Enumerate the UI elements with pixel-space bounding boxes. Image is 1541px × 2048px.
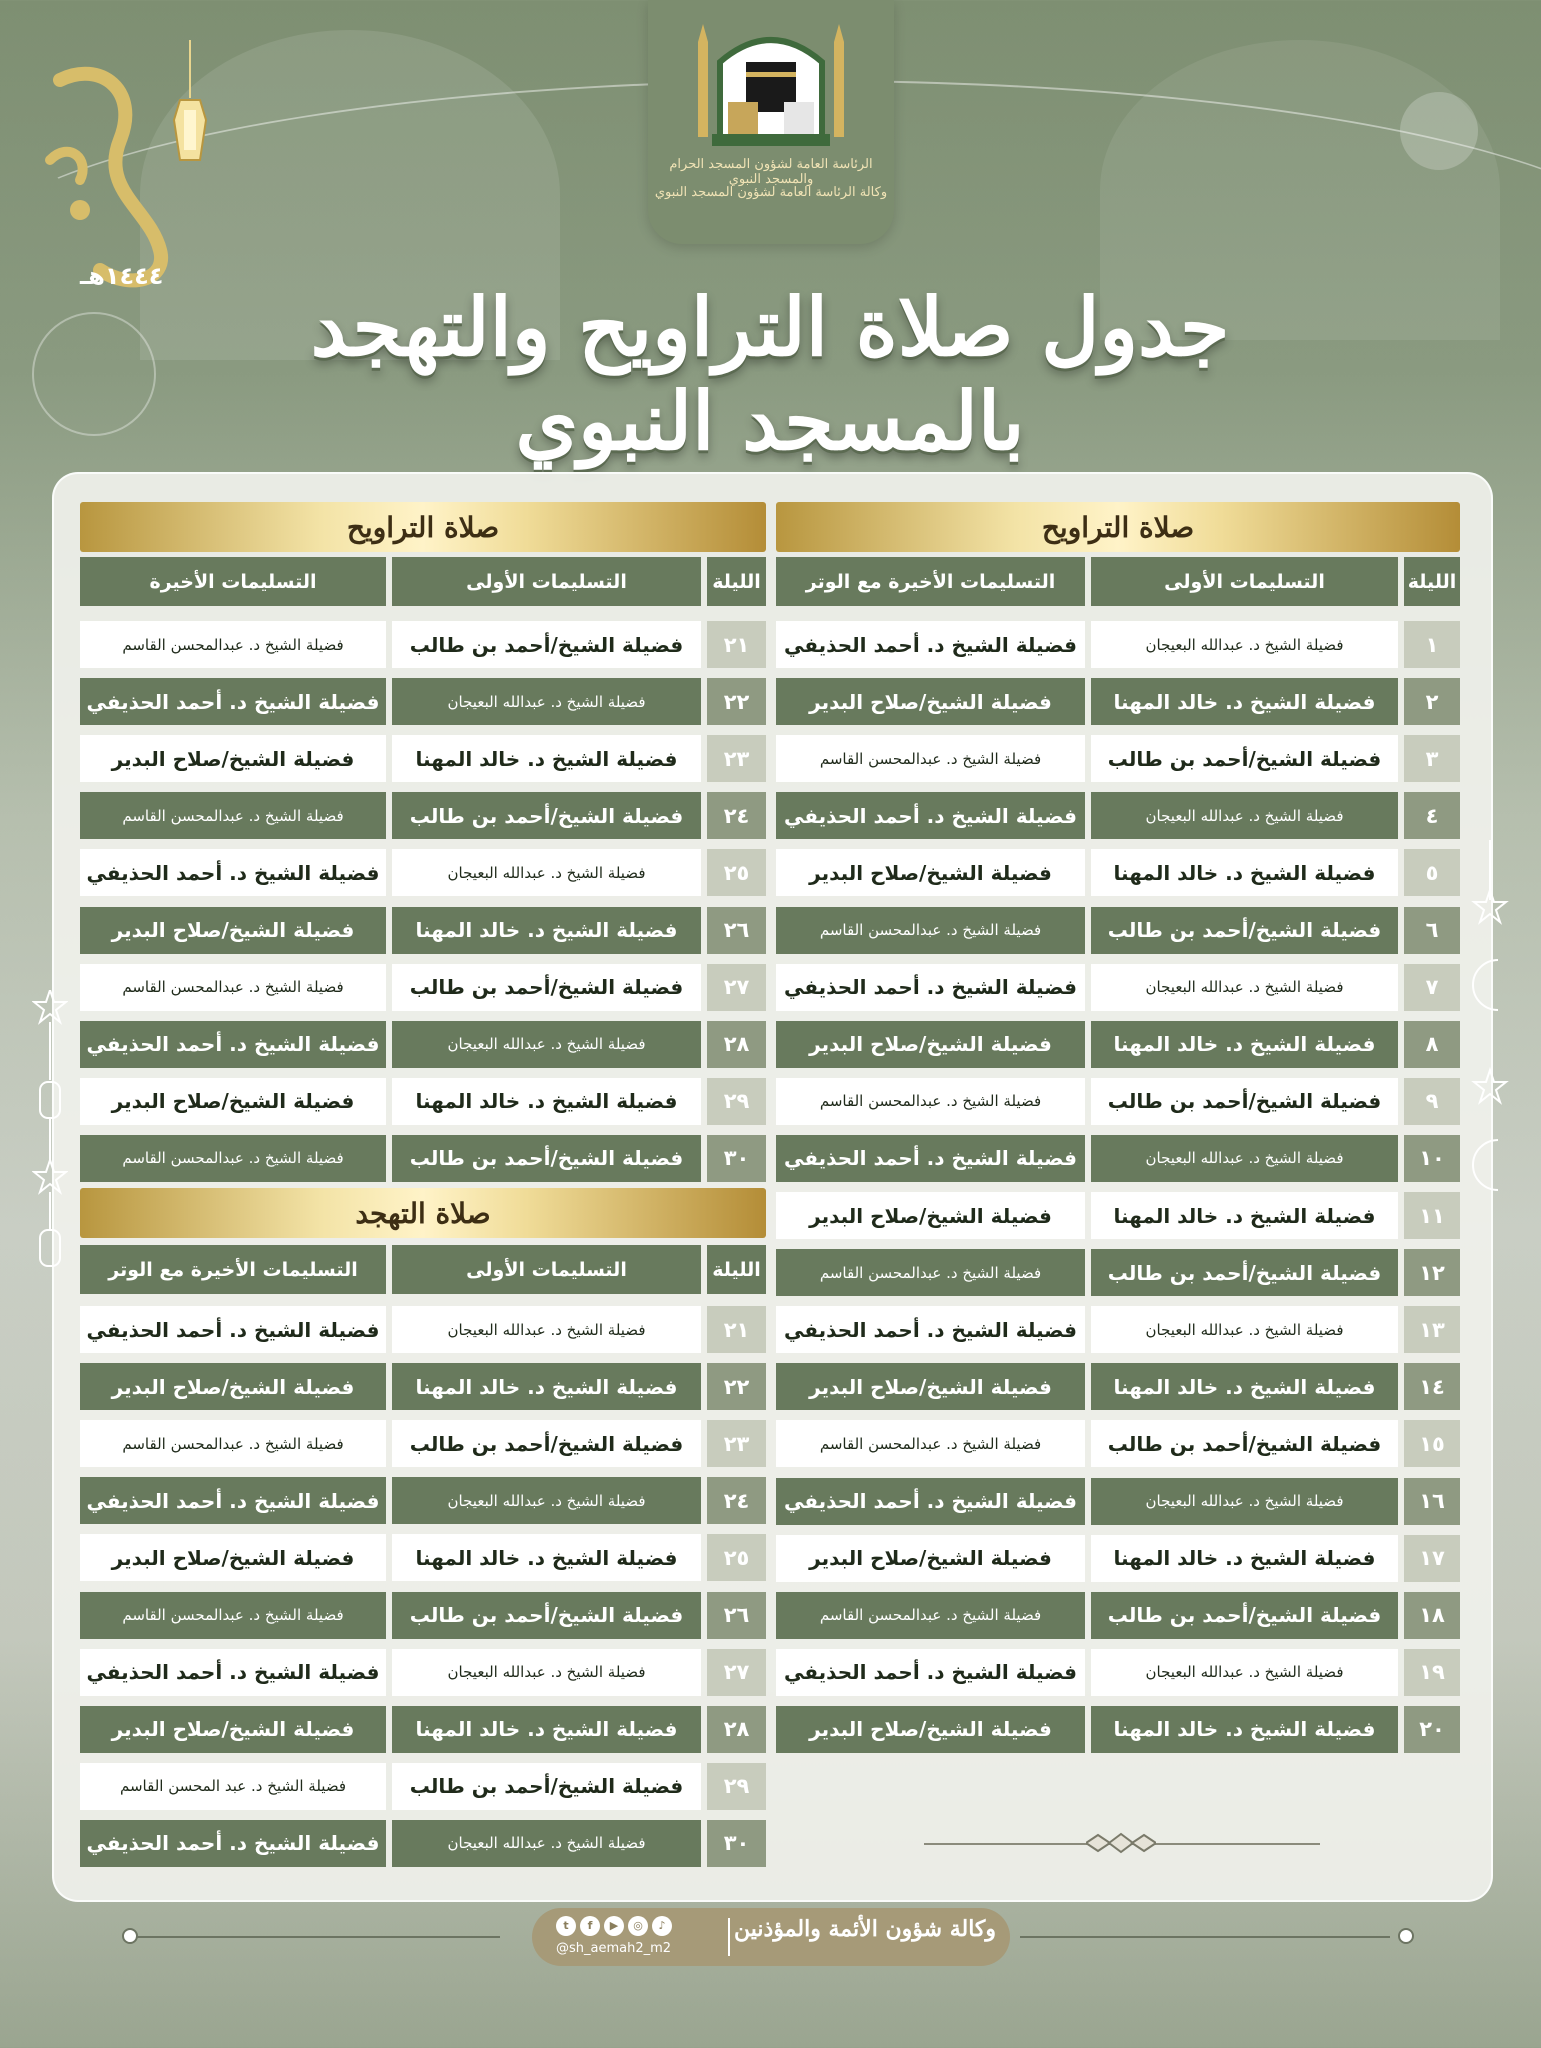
- last-imam-cell: فضيلة الشيخ/صلاح البدير: [776, 1192, 1085, 1239]
- twitter-icon[interactable]: t: [556, 1916, 576, 1936]
- first-imam-cell: فضيلة الشيخ د. خالد المهنا: [1091, 1535, 1398, 1582]
- ornament-divider-icon: [1086, 1832, 1156, 1854]
- last-imam-cell: فضيلة الشيخ/صلاح البدير: [776, 1706, 1085, 1753]
- last-imam-cell: فضيلة الشيخ/صلاح البدير: [776, 1363, 1085, 1410]
- night-number: ٢٩: [707, 1078, 766, 1125]
- first-imam-cell: فضيلة الشيخ د. خالد المهنا: [392, 1706, 701, 1753]
- last-imam-cell: فضيلة الشيخ د. أحمد الحذيفي: [776, 621, 1085, 668]
- last-imam-cell: فضيلة الشيخ د. أحمد الحذيفي: [80, 849, 386, 896]
- last-imam-cell: فضيلة الشيخ/صلاح البدير: [776, 678, 1085, 725]
- last-imam-cell: فضيلة الشيخ د. أحمد الحذيفي: [80, 1477, 386, 1524]
- logo-line-1: الرئاسة العامة لشؤون المسجد الحرام والمسجد النبوي: [669, 157, 873, 187]
- col-header-last: التسليمات الأخيرة: [80, 557, 386, 606]
- night-number: ٤: [1404, 792, 1460, 839]
- night-number: ١٢: [1404, 1249, 1460, 1296]
- last-imam-cell: فضيلة الشيخ د. أحمد الحذيفي: [80, 1021, 386, 1068]
- first-imam-cell: فضيلة الشيخ د. عبدالله البعيجان: [1091, 1478, 1398, 1525]
- first-imam-cell: فضيلة الشيخ/أحمد بن طالب: [392, 1420, 701, 1467]
- taraweeh-left-section-title: صلاة التراويح: [80, 502, 766, 552]
- side-ornament-lanterns: [32, 990, 68, 1290]
- night-number: ٢٨: [707, 1706, 766, 1753]
- first-imam-cell: فضيلة الشيخ/أحمد بن طالب: [392, 1763, 701, 1810]
- night-number: ٢١: [707, 621, 766, 668]
- first-imam-cell: فضيلة الشيخ د. خالد المهنا: [1091, 1363, 1398, 1410]
- first-imam-cell: فضيلة الشيخ/أحمد بن طالب: [392, 964, 701, 1011]
- last-imam-cell: فضيلة الشيخ د. عبدالمحسن القاسم: [776, 1249, 1085, 1296]
- first-imam-cell: فضيلة الشيخ د. خالد المهنا: [392, 1363, 701, 1410]
- first-imam-cell: فضيلة الشيخ د. خالد المهنا: [1091, 678, 1398, 725]
- circle-decoration: [32, 312, 156, 436]
- circle-decoration: [1400, 92, 1478, 170]
- night-number: ٢٨: [707, 1021, 766, 1068]
- night-number: ٢٥: [707, 1534, 766, 1581]
- logo-line-2: وكالة الرئاسة العامة لشؤون المسجد النبوي: [654, 185, 888, 200]
- footer-bar: [532, 1908, 1010, 1966]
- last-imam-cell: فضيلة الشيخ/صلاح البدير: [80, 735, 386, 782]
- last-imam-cell: فضيلة الشيخ د. أحمد الحذيفي: [80, 1306, 386, 1353]
- facebook-icon[interactable]: f: [580, 1916, 600, 1936]
- night-number: ٣٠: [707, 1820, 766, 1867]
- last-imam-cell: فضيلة الشيخ د. عبدالمحسن القاسم: [776, 1420, 1085, 1467]
- first-imam-cell: فضيلة الشيخ د. عبدالله البعيجان: [1091, 1135, 1398, 1182]
- night-number: ٢١: [707, 1306, 766, 1353]
- first-imam-cell: فضيلة الشيخ د. عبدالله البعيجان: [392, 1649, 701, 1696]
- night-number: ٨: [1404, 1021, 1460, 1068]
- night-number: ٢٥: [707, 849, 766, 896]
- col-header-night: الليلة: [1404, 557, 1460, 606]
- first-imam-cell: فضيلة الشيخ د. عبدالله البعيجان: [392, 849, 701, 896]
- last-imam-cell: فضيلة الشيخ د. أحمد الحذيفي: [776, 1135, 1085, 1182]
- first-imam-cell: فضيلة الشيخ د. خالد المهنا: [1091, 849, 1398, 896]
- col-header-night: الليلة: [707, 1245, 766, 1294]
- night-number: ٢٦: [707, 907, 766, 954]
- footer-separator: [728, 1918, 730, 1956]
- footer-line-left: [130, 1936, 500, 1938]
- col-header-night: الليلة: [707, 557, 766, 606]
- night-number: ١٥: [1404, 1420, 1460, 1467]
- night-number: ١٠: [1404, 1135, 1460, 1182]
- last-imam-cell: فضيلة الشيخ د. أحمد الحذيفي: [80, 678, 386, 725]
- col-header-first: التسليمات الأولى: [392, 1245, 701, 1294]
- night-number: ١٦: [1404, 1478, 1460, 1525]
- last-imam-cell: فضيلة الشيخ/صلاح البدير: [80, 907, 386, 954]
- last-imam-cell: فضيلة الشيخ د. عبدالمحسن القاسم: [80, 792, 386, 839]
- tiktok-icon[interactable]: ♪: [652, 1916, 672, 1936]
- last-imam-cell: فضيلة الشيخ د. عبدالمحسن القاسم: [80, 621, 386, 668]
- first-imam-cell: فضيلة الشيخ د. عبدالله البعيجان: [1091, 964, 1398, 1011]
- night-number: ٢٦: [707, 1592, 766, 1639]
- first-imam-cell: فضيلة الشيخ/أحمد بن طالب: [392, 792, 701, 839]
- night-number: ٢٠: [1404, 1706, 1460, 1753]
- footer-line-right: [1020, 1936, 1390, 1938]
- first-imam-cell: فضيلة الشيخ/أحمد بن طالب: [392, 621, 701, 668]
- first-imam-cell: فضيلة الشيخ/أحمد بن طالب: [1091, 1592, 1398, 1639]
- first-imam-cell: فضيلة الشيخ د. عبدالله البعيجان: [392, 678, 701, 725]
- last-imam-cell: فضيلة الشيخ د. أحمد الحذيفي: [776, 792, 1085, 839]
- first-imam-cell: فضيلة الشيخ د. خالد المهنا: [392, 735, 701, 782]
- first-imam-cell: فضيلة الشيخ د. خالد المهنا: [1091, 1706, 1398, 1753]
- last-imam-cell: فضيلة الشيخ د. عبدالمحسن القاسم: [776, 1078, 1085, 1125]
- first-imam-cell: فضيلة الشيخ د. عبدالله البعيجان: [392, 1477, 701, 1524]
- night-number: ٢٢: [707, 678, 766, 725]
- first-imam-cell: فضيلة الشيخ/أحمد بن طالب: [1091, 1420, 1398, 1467]
- last-imam-cell: فضيلة الشيخ د. عبد المحسن القاسم: [80, 1763, 386, 1810]
- night-number: ١: [1404, 621, 1460, 668]
- last-imam-cell: فضيلة الشيخ/صلاح البدير: [80, 1534, 386, 1581]
- night-number: ٢٣: [707, 1420, 766, 1467]
- taraweeh-right-section-title: صلاة التراويح: [776, 502, 1460, 552]
- last-imam-cell: فضيلة الشيخ/صلاح البدير: [80, 1078, 386, 1125]
- first-imam-cell: فضيلة الشيخ/أحمد بن طالب: [392, 1592, 701, 1639]
- night-number: ١٤: [1404, 1363, 1460, 1410]
- col-header-first: التسليمات الأولى: [1091, 557, 1398, 606]
- night-number: ١٧: [1404, 1535, 1460, 1582]
- last-imam-cell: فضيلة الشيخ د. عبدالمحسن القاسم: [80, 1135, 386, 1182]
- first-imam-cell: فضيلة الشيخ د. عبدالله البعيجان: [1091, 792, 1398, 839]
- first-imam-cell: فضيلة الشيخ د. عبدالله البعيجان: [1091, 621, 1398, 668]
- instagram-icon[interactable]: ◎: [628, 1916, 648, 1936]
- last-imam-cell: فضيلة الشيخ د. عبدالمحسن القاسم: [80, 1420, 386, 1467]
- night-number: ٩: [1404, 1078, 1460, 1125]
- first-imam-cell: فضيلة الشيخ د. خالد المهنا: [1091, 1021, 1398, 1068]
- night-number: ٣: [1404, 735, 1460, 782]
- first-imam-cell: فضيلة الشيخ د. عبدالله البعيجان: [392, 1820, 701, 1867]
- last-imam-cell: فضيلة الشيخ د. أحمد الحذيفي: [776, 1649, 1085, 1696]
- night-number: ١١: [1404, 1192, 1460, 1239]
- presidency-logo: [648, 0, 894, 244]
- night-number: ٢: [1404, 678, 1460, 725]
- kaaba-mosque-emblem-icon: [692, 22, 850, 152]
- last-imam-cell: فضيلة الشيخ/صلاح البدير: [776, 849, 1085, 896]
- first-imam-cell: فضيلة الشيخ د. عبدالله البعيجان: [392, 1306, 701, 1353]
- night-number: ١٣: [1404, 1306, 1460, 1353]
- first-imam-cell: فضيلة الشيخ د. عبدالله البعيجان: [1091, 1649, 1398, 1696]
- last-imam-cell: فضيلة الشيخ د. أحمد الحذيفي: [776, 1478, 1085, 1525]
- night-number: ٢٧: [707, 1649, 766, 1696]
- footer-dot: [1398, 1928, 1414, 1944]
- last-imam-cell: فضيلة الشيخ/صلاح البدير: [776, 1535, 1085, 1582]
- last-imam-cell: فضيلة الشيخ د. أحمد الحذيفي: [80, 1649, 386, 1696]
- night-number: ١٨: [1404, 1592, 1460, 1639]
- last-imam-cell: فضيلة الشيخ/صلاح البدير: [80, 1706, 386, 1753]
- first-imam-cell: فضيلة الشيخ/أحمد بن طالب: [1091, 735, 1398, 782]
- night-number: ٢٣: [707, 735, 766, 782]
- side-ornament-stars-moons: [1470, 840, 1510, 1220]
- page-title: جدول صلاة التراويح والتهجد بالمسجد النبوي: [310, 280, 1230, 468]
- last-imam-cell: فضيلة الشيخ د. أحمد الحذيفي: [776, 1306, 1085, 1353]
- last-imam-cell: فضيلة الشيخ د. عبدالمحسن القاسم: [80, 1592, 386, 1639]
- night-number: ٧: [1404, 964, 1460, 1011]
- night-number: ٢٢: [707, 1363, 766, 1410]
- footer-social-handle: @sh_aemah2_m2: [556, 1941, 672, 1956]
- first-imam-cell: فضيلة الشيخ/أحمد بن طالب: [1091, 1078, 1398, 1125]
- last-imam-cell: فضيلة الشيخ د. عبدالمحسن القاسم: [80, 964, 386, 1011]
- first-imam-cell: فضيلة الشيخ د. عبدالله البعيجان: [1091, 1306, 1398, 1353]
- night-number: ٣٠: [707, 1135, 766, 1182]
- night-number: ٥: [1404, 849, 1460, 896]
- night-number: ١٩: [1404, 1649, 1460, 1696]
- night-number: ٦: [1404, 907, 1460, 954]
- first-imam-cell: فضيلة الشيخ د. عبدالله البعيجان: [392, 1021, 701, 1068]
- last-imam-cell: فضيلة الشيخ د. عبدالمحسن القاسم: [776, 735, 1085, 782]
- night-number: ٢٧: [707, 964, 766, 1011]
- last-imam-cell: فضيلة الشيخ د. أحمد الحذيفي: [776, 964, 1085, 1011]
- first-imam-cell: فضيلة الشيخ د. خالد المهنا: [1091, 1192, 1398, 1239]
- night-number: ٢٩: [707, 1763, 766, 1810]
- footer-brand-name: وكالة شؤون الأئمة والمؤذنين: [734, 1916, 996, 1942]
- night-number: ٢٤: [707, 1477, 766, 1524]
- last-imam-cell: فضيلة الشيخ د. عبدالمحسن القاسم: [776, 1592, 1085, 1639]
- youtube-icon[interactable]: ▶: [604, 1916, 624, 1936]
- col-header-last-witr: التسليمات الأخيرة مع الوتر: [80, 1245, 386, 1294]
- last-imam-cell: فضيلة الشيخ/صلاح البدير: [776, 1021, 1085, 1068]
- first-imam-cell: فضيلة الشيخ/أحمد بن طالب: [1091, 907, 1398, 954]
- col-header-last-witr: التسليمات الأخيرة مع الوتر: [776, 557, 1085, 606]
- first-imam-cell: فضيلة الشيخ د. خالد المهنا: [392, 1078, 701, 1125]
- night-number: ٢٤: [707, 792, 766, 839]
- first-imam-cell: فضيلة الشيخ/أحمد بن طالب: [1091, 1249, 1398, 1296]
- last-imam-cell: فضيلة الشيخ د. عبدالمحسن القاسم: [776, 907, 1085, 954]
- first-imam-cell: فضيلة الشيخ د. خالد المهنا: [392, 1534, 701, 1581]
- last-imam-cell: فضيلة الشيخ د. أحمد الحذيفي: [80, 1820, 386, 1867]
- last-imam-cell: فضيلة الشيخ/صلاح البدير: [80, 1363, 386, 1410]
- footer-dot: [122, 1928, 138, 1944]
- hijri-year: ١٤٤٤هـ: [80, 262, 164, 290]
- col-header-first: التسليمات الأولى: [392, 557, 701, 606]
- first-imam-cell: فضيلة الشيخ د. خالد المهنا: [392, 907, 701, 954]
- first-imam-cell: فضيلة الشيخ/أحمد بن طالب: [392, 1135, 701, 1182]
- tahajjud-section-title: صلاة التهجد: [80, 1188, 766, 1238]
